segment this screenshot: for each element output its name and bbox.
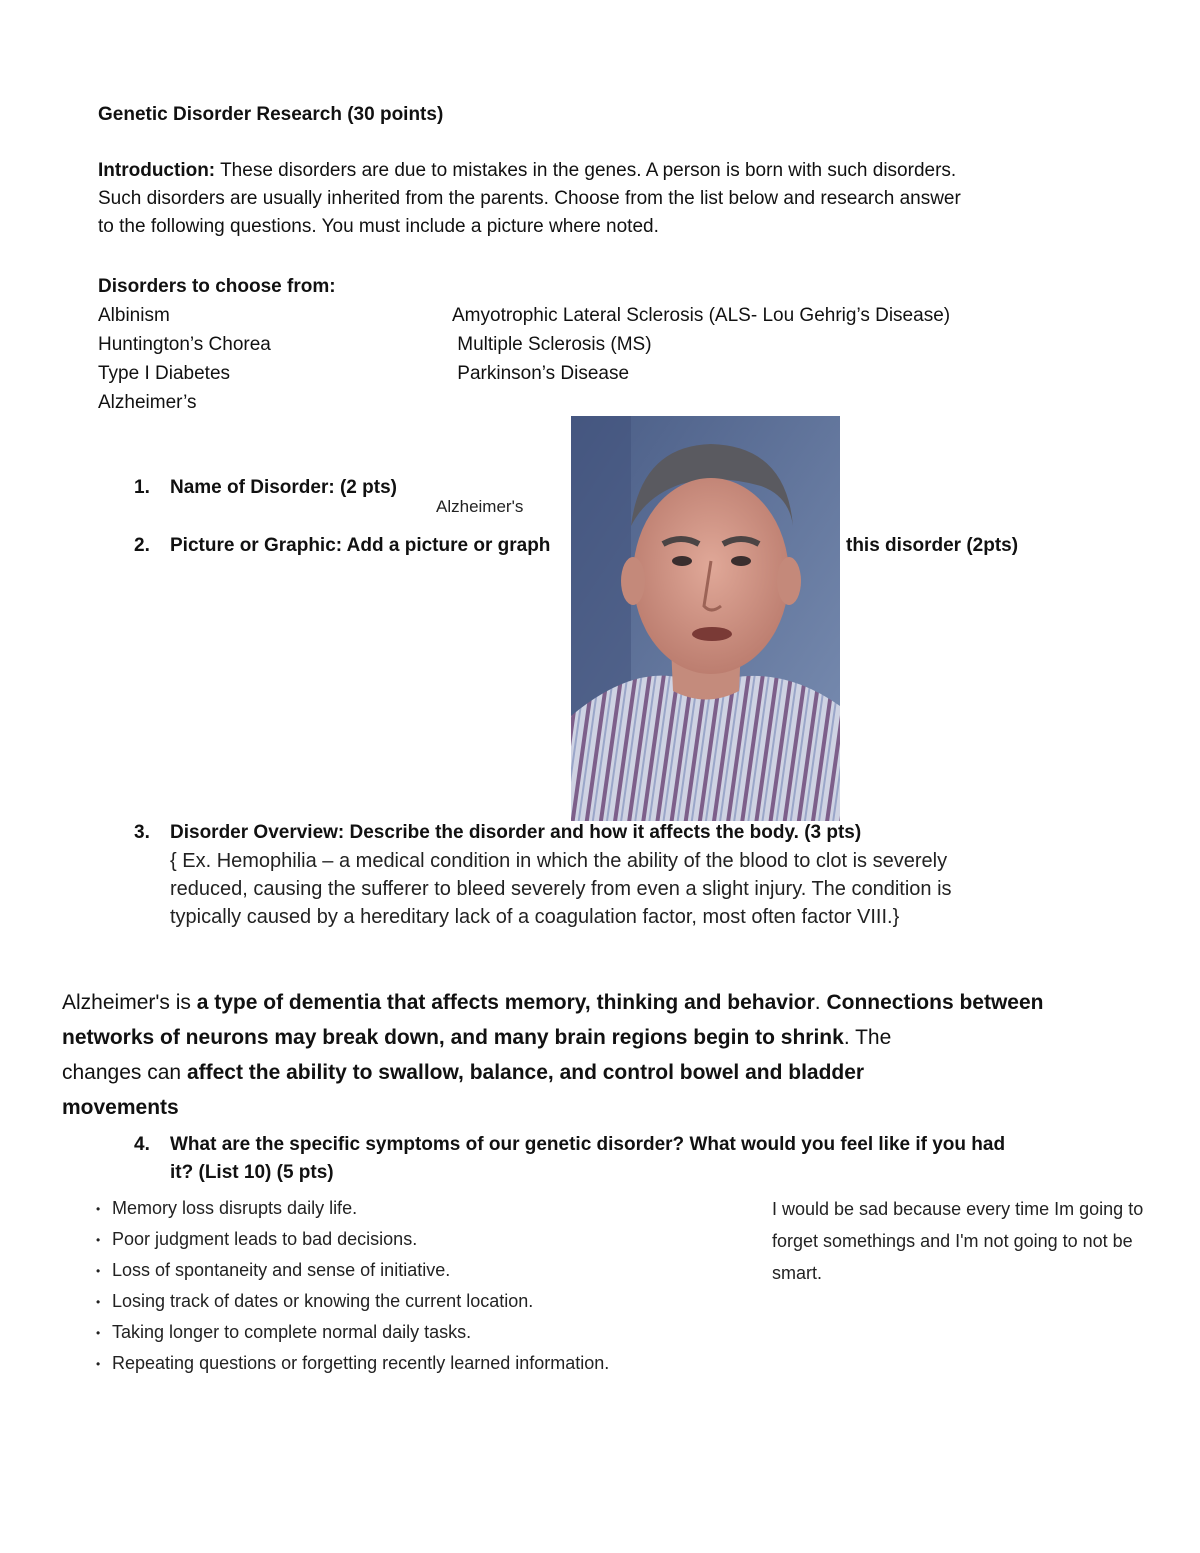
intro-line-2: Such disorders are usually inherited from the parents. Choose from the list below and research answer: [98, 188, 961, 209]
intro-label: Introduction:: [98, 160, 216, 181]
symptom-text: Poor judgment leads to bad decisions.: [112, 1229, 418, 1249]
overview-line-1: [62, 985, 1044, 1020]
question-2: [134, 532, 550, 560]
question-3: [134, 819, 861, 847]
overview-text: changes can: [62, 1061, 187, 1084]
feeling-answer: [772, 1193, 1143, 1289]
bullet-icon: •: [96, 1263, 101, 1278]
overview-bold: affect the ability to swallow, balance, and control bowel and bladder: [186, 1061, 865, 1084]
intro-line-1: These disorders are due to mistakes in the genes. A person is born with such disorders.: [215, 160, 957, 181]
question-text: Disorder Overview: Describe the disorder and how it affects the body. (3 pts): [170, 822, 862, 843]
question-number: 2.: [134, 535, 150, 556]
question-number: 1.: [134, 477, 150, 498]
overview-line-3: [62, 1055, 1044, 1090]
disorder-item: Amyotrophic Lateral Sclerosis (ALS- Lou Gehrig’s Disease): [452, 305, 951, 326]
disorder-item: Albinism: [98, 305, 170, 326]
question-text: What are the specific symptoms of our genetic disorder? What would you feel like if you had: [170, 1134, 1006, 1155]
feeling-line: I would be sad because every time Im going to: [772, 1199, 1144, 1219]
symptom-text: Taking longer to complete normal daily tasks.: [112, 1322, 472, 1342]
disorder-item: Parkinson’s Disease: [452, 363, 630, 384]
overview-text: . The: [843, 1026, 892, 1049]
overview-answer: [62, 985, 1044, 1125]
list-item: [96, 1255, 609, 1286]
list-item: [96, 1348, 609, 1379]
overview-bold: movements: [62, 1096, 179, 1119]
disorders-right-column: [452, 301, 950, 388]
intro-line-3: to the following questions. You must include a picture where noted.: [98, 216, 659, 237]
overview-bold: Connections between: [826, 991, 1044, 1014]
question-number: 3.: [134, 822, 150, 843]
example-line-2: reduced, causing the sufferer to bleed severely from even a slight injury. The condition is: [170, 878, 952, 900]
feeling-line: smart.: [772, 1263, 823, 1283]
list-item: [96, 1286, 609, 1317]
list-item: [96, 1224, 609, 1255]
question-4-line-2: it? (List 10) (5 pts): [170, 1162, 334, 1183]
bullet-icon: •: [96, 1201, 101, 1216]
example-line-3: typically caused by a hereditary lack of a coagulation factor, most often factor VIII.}: [170, 906, 900, 928]
bullet-icon: •: [96, 1232, 101, 1247]
question-2-text-right: this disorder (2pts): [846, 535, 1019, 556]
disorder-item: Type I Diabetes: [98, 363, 231, 384]
list-item: [96, 1193, 609, 1224]
overview-bold: a type of dementia that affects memory, thinking and behavior: [196, 991, 815, 1014]
portrait-illustration: [571, 416, 840, 821]
overview-text: Alzheimer's is: [62, 991, 197, 1014]
disorders-heading: Disorders to choose from:: [98, 276, 336, 297]
feeling-line: forget somethings and I'm not going to not be: [772, 1231, 1133, 1251]
bullet-icon: •: [96, 1356, 101, 1371]
bullet-icon: •: [96, 1294, 101, 1309]
disorder-photo: [571, 416, 840, 821]
symptom-text: Memory loss disrupts daily life.: [112, 1198, 358, 1218]
overview-text: .: [814, 991, 827, 1014]
symptom-text: Loss of spontaneity and sense of initiative.: [112, 1260, 451, 1280]
disorder-item: Alzheimer’s: [98, 392, 197, 413]
document-title: Genetic Disorder Research (30 points): [98, 104, 444, 125]
bullet-icon: •: [96, 1325, 101, 1340]
example-line-1: { Ex. Hemophilia – a medical condition in which the ability of the blood to clot is severely: [170, 850, 948, 872]
symptoms-list: [96, 1193, 609, 1379]
introduction: [98, 157, 961, 241]
question-4: [134, 1131, 1005, 1159]
q1-answer: Alzheimer's: [436, 497, 524, 516]
symptom-text: Losing track of dates or knowing the current location.: [112, 1291, 534, 1311]
disorders-left-column: [98, 301, 271, 417]
overview-line-2: [62, 1020, 1044, 1055]
disorder-item: Huntington’s Chorea: [98, 334, 271, 355]
overview-line-4: [62, 1090, 1044, 1125]
question-1: [134, 474, 397, 502]
symptom-text: Repeating questions or forgetting recently learned information.: [112, 1353, 610, 1373]
question-text: Name of Disorder: (2 pts): [170, 477, 397, 498]
question-number: 4.: [134, 1134, 150, 1155]
list-item: [96, 1317, 609, 1348]
disorder-item: Multiple Sclerosis (MS): [452, 334, 652, 355]
question-text-left: Picture or Graphic: Add a picture or graph: [170, 535, 551, 556]
overview-bold: networks of neurons may break down, and many brain regions begin to shrink: [62, 1026, 844, 1049]
